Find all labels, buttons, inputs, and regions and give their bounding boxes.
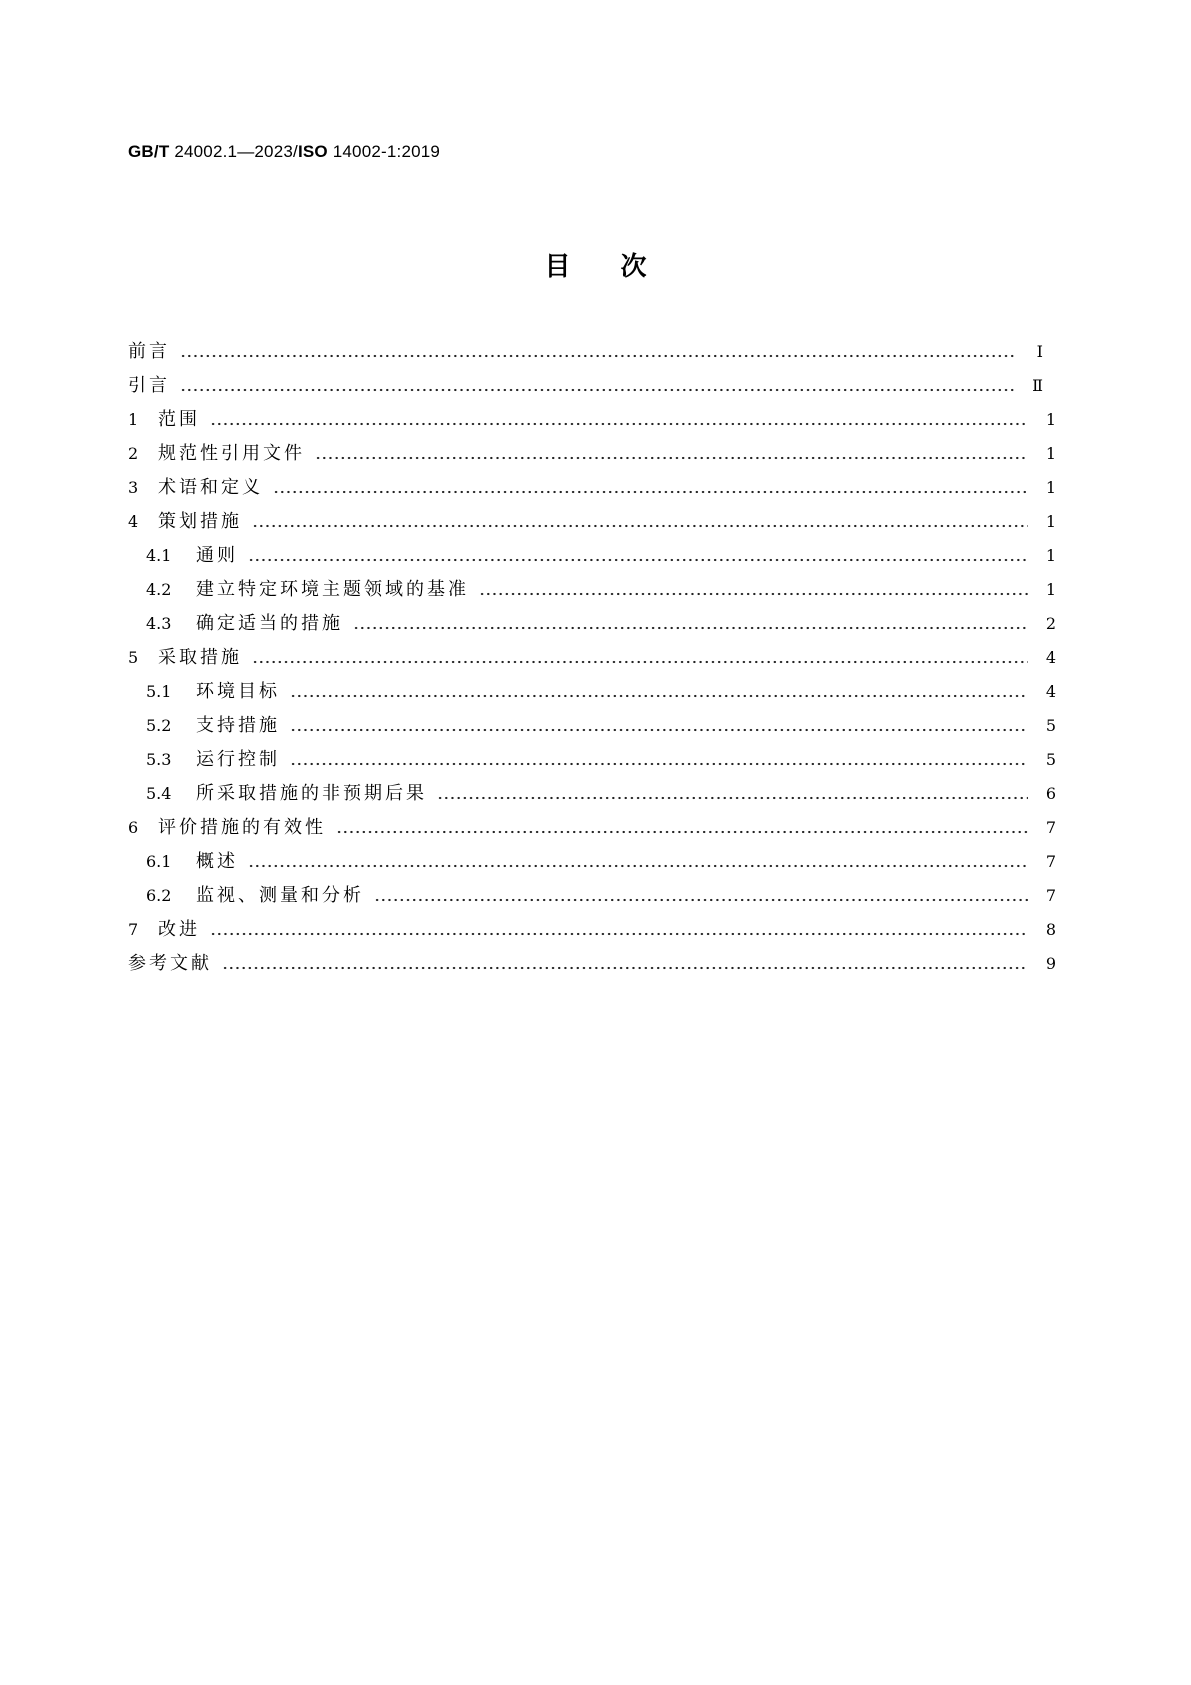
dot-leader: [374, 883, 1028, 909]
toc-entry-page: 7: [1045, 886, 1056, 905]
toc-entry-page: 1: [1045, 580, 1056, 599]
toc-entry-bibliography[interactable]: [128, 951, 1056, 977]
toc-entry-number: 2: [128, 444, 139, 463]
toc-entry-normative-references[interactable]: [128, 441, 1056, 467]
dot-leader: [180, 373, 1015, 399]
toc-entry-label: 建立特定环境主题领域的基准: [196, 579, 469, 600]
toc-entry-page: 5: [1045, 750, 1056, 769]
toc-entry-page: 6: [1045, 784, 1056, 803]
dot-leader: [479, 577, 1028, 603]
toc-entry-label: 支持措施: [196, 715, 280, 736]
toc-entry-monitoring-measurement[interactable]: [146, 883, 1056, 909]
toc-entry-overview[interactable]: [146, 849, 1056, 875]
toc-entry-page: 4: [1045, 648, 1056, 667]
toc-entry-label: 运行控制: [196, 749, 280, 770]
toc-entry-label: 环境目标: [196, 681, 280, 702]
toc-entry-support-actions[interactable]: [146, 713, 1056, 739]
toc-entry-page: 7: [1045, 818, 1056, 837]
standard-code-prefix: GB/T: [128, 142, 170, 161]
toc-entry-label: 改进: [158, 919, 200, 940]
toc-entry-terms-definitions[interactable]: [128, 475, 1056, 501]
toc-entry-label: 监视、测量和分析: [196, 885, 364, 906]
dot-leader: [210, 407, 1028, 433]
toc-entry-page: 1: [1045, 512, 1056, 531]
toc-entry-label: 概述: [196, 851, 238, 872]
toc-entry-page: 1: [1045, 478, 1056, 497]
toc-entry-page: 1: [1045, 546, 1056, 565]
dot-leader: [273, 475, 1028, 501]
dot-leader: [290, 747, 1028, 773]
toc-entry-label: 引言: [128, 375, 170, 396]
toc-entry-label: 术语和定义: [158, 477, 263, 498]
toc-entry-introduction[interactable]: [128, 373, 1043, 399]
toc-entry-label: 评价措施的有效性: [158, 817, 326, 838]
toc-entry-number: 6: [128, 818, 139, 837]
dot-leader: [252, 645, 1028, 671]
dot-leader: [252, 509, 1028, 535]
toc-entry-improvement[interactable]: [128, 917, 1056, 943]
toc-entry-number: 5.2: [146, 716, 172, 735]
dot-leader: [315, 441, 1028, 467]
toc-entry-number: 4: [128, 512, 139, 531]
dot-leader: [336, 815, 1028, 841]
toc-entry-page: 1: [1045, 410, 1056, 429]
dot-leader: [210, 917, 1028, 943]
dot-leader: [353, 611, 1028, 637]
toc-entry-number: 6.2: [146, 886, 172, 905]
toc-entry-evaluating-effectiveness[interactable]: [128, 815, 1056, 841]
toc-entry-taking-actions[interactable]: [128, 645, 1056, 671]
toc-entry-label: 参考文献: [128, 953, 212, 974]
toc-entry-label: 所采取措施的非预期后果: [196, 783, 427, 804]
toc-entry-page: 8: [1045, 920, 1056, 939]
toc-entry-page: 2: [1045, 614, 1056, 633]
toc-entry-environmental-objectives[interactable]: [146, 679, 1056, 705]
toc-entry-page: 5: [1045, 716, 1056, 735]
toc-entry-label: 策划措施: [158, 511, 242, 532]
toc-entry-label: 前言: [128, 341, 170, 362]
toc-entry-label: 确定适当的措施: [196, 613, 343, 634]
toc-entry-baseline[interactable]: [146, 577, 1056, 603]
toc-entry-page: 9: [1045, 954, 1056, 973]
dot-leader: [248, 543, 1028, 569]
toc-entry-page: Ⅱ: [1032, 376, 1043, 395]
iso-number: 14002-1:2019: [327, 142, 441, 161]
toc-entry-planning-actions[interactable]: [128, 509, 1056, 535]
toc-title: 目次: [544, 252, 697, 282]
toc-entry-label: 范围: [158, 409, 200, 430]
toc-entry-page: 1: [1045, 444, 1056, 463]
toc-entry-page: 4: [1045, 682, 1056, 701]
toc-entry-label: 通则: [196, 545, 238, 566]
dot-leader: [222, 951, 1028, 977]
toc-entry-number: 4.3: [146, 614, 172, 633]
toc-entry-number: 5.4: [146, 784, 172, 803]
iso-prefix: ISO: [297, 142, 328, 161]
toc-entry-number: 4.2: [146, 580, 172, 599]
toc-entry-number: 5.3: [146, 750, 172, 769]
toc-entry-page: 7: [1045, 852, 1056, 871]
toc-entry-number: 7: [128, 920, 139, 939]
toc-entry-number: 3: [128, 478, 139, 497]
toc-entry-unintended-consequences[interactable]: [146, 781, 1056, 807]
toc-entry-number: 5.1: [146, 682, 172, 701]
dot-leader: [290, 679, 1028, 705]
toc-entry-operational-control[interactable]: [146, 747, 1056, 773]
toc-entry-number: 4.1: [146, 546, 172, 565]
toc-entry-determine-actions[interactable]: [146, 611, 1056, 637]
toc-entry-scope[interactable]: [128, 407, 1056, 433]
toc-entry-label: 采取措施: [158, 647, 242, 668]
dot-leader: [437, 781, 1028, 807]
toc-entry-number: 5: [128, 648, 139, 667]
dot-leader: [180, 339, 1015, 365]
toc-entry-general[interactable]: [146, 543, 1056, 569]
toc-entry-page: Ⅰ: [1036, 342, 1043, 361]
standard-number: 24002.1—2023/: [169, 142, 298, 161]
document-header: [128, 142, 440, 162]
toc-entry-number: 1: [128, 410, 139, 429]
toc-entry-foreword[interactable]: [128, 339, 1043, 365]
toc-entry-label: 规范性引用文件: [158, 443, 305, 464]
dot-leader: [248, 849, 1028, 875]
toc-entry-number: 6.1: [146, 852, 172, 871]
dot-leader: [290, 713, 1028, 739]
